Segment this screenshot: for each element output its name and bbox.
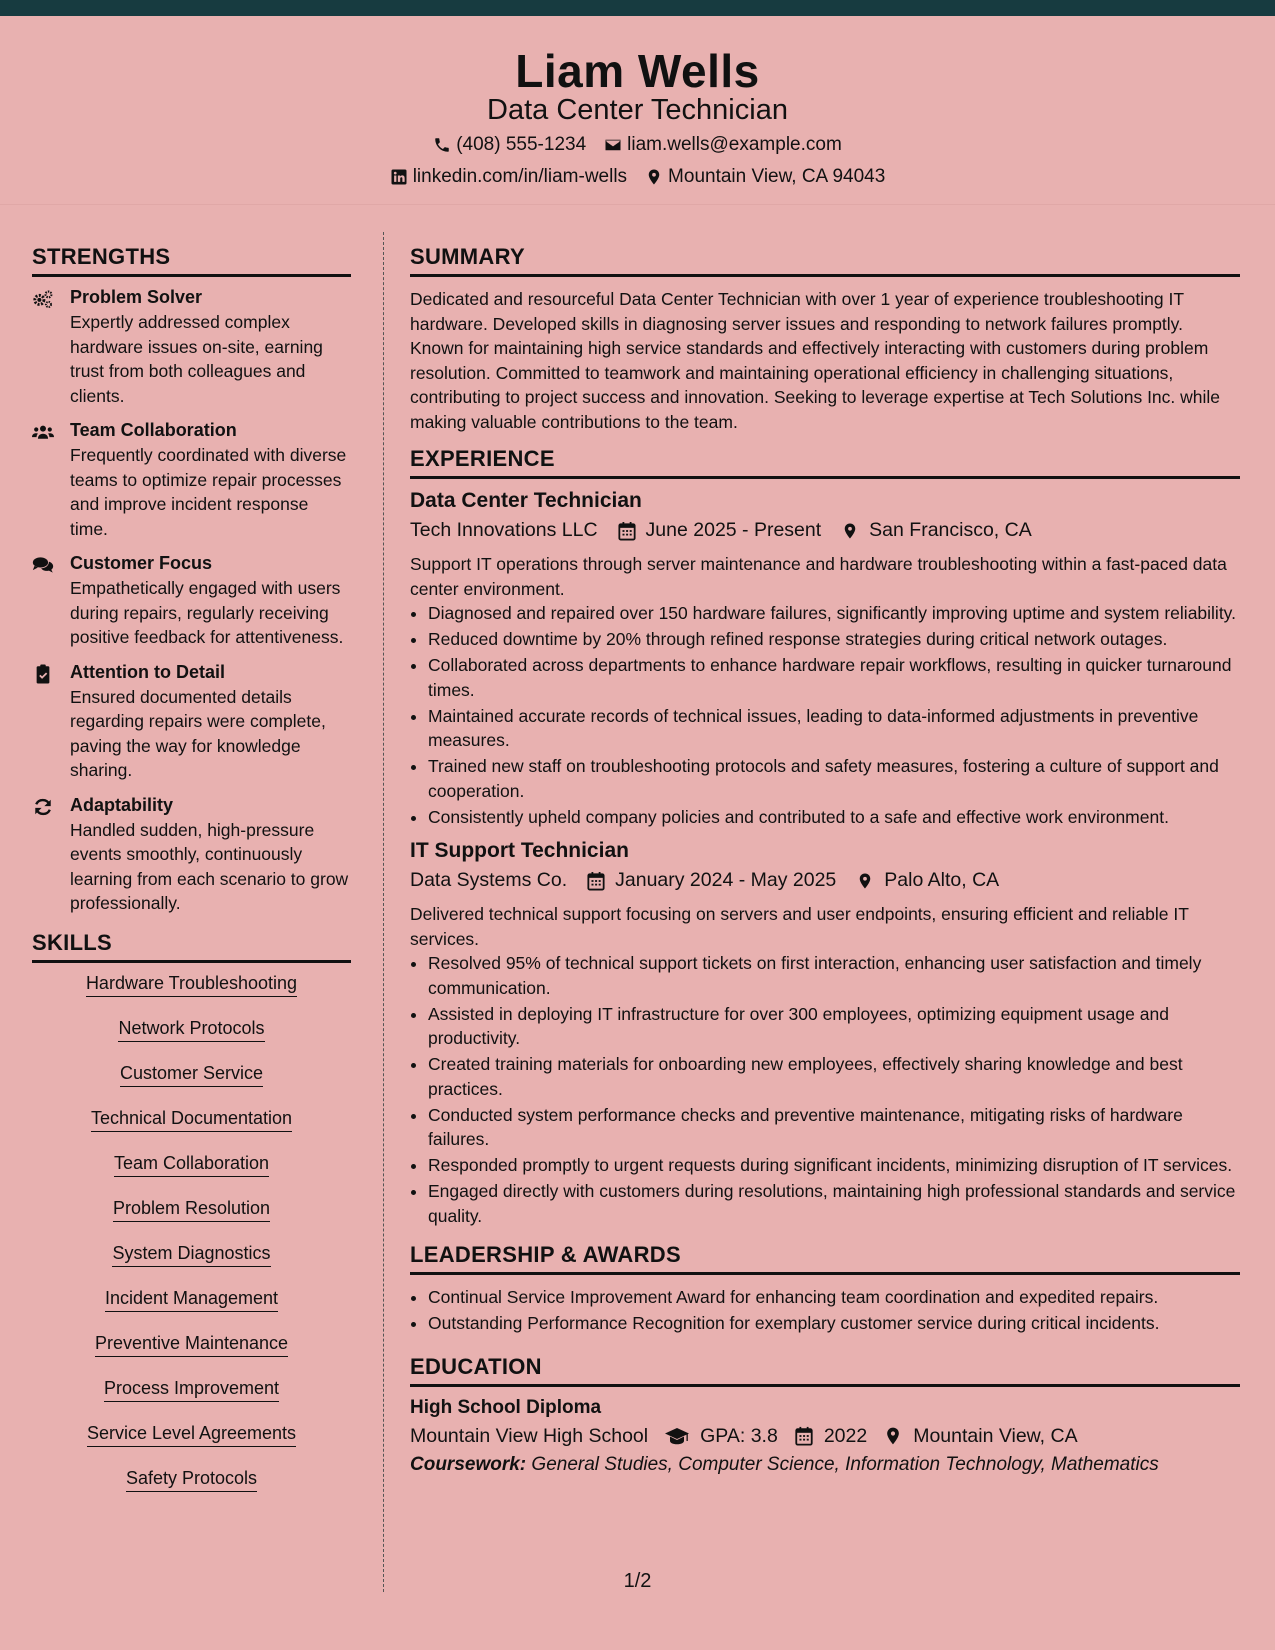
map-pin-icon (841, 521, 859, 541)
linkedin-text[interactable]: linkedin.com/in/liam-wells (412, 166, 628, 187)
job-bullet: • Maintained accurate records of technical issues, leading to data-informed adjustments in preventive measures. (428, 704, 1240, 753)
strength-title: Adaptability (70, 794, 174, 815)
job-bullet: • Consistently upheld company policies and contributed to a safe and effective work environment. (428, 805, 1240, 830)
phone-icon (433, 136, 451, 154)
job-bullet: • Diagnosed and repaired over 150 hardware failures, significantly improving uptime and system reliability. (428, 601, 1240, 626)
column-separator (383, 232, 384, 1592)
strength-title: Team Collaboration (70, 420, 237, 440)
job-meta (410, 519, 1240, 542)
left-column (32, 244, 351, 1513)
summary-text: Dedicated and resourceful Data Center Technician with over 1 year of experience troubleshooting IT hardware. Developed skills in diagnosing server issues and responding to network failures promptly. Known for maintaining high service standards and effectively interacting with customers during problem resolution. Committed to teamwork and maintaining operational efficiency in challenging situations, contributing to project success and innovation. Seeking to leverage expertise at Tech Solutions Inc. while making valuable contributions to the team. (410, 289, 1221, 432)
skill-tag: Hardware Troubleshooting (86, 973, 297, 997)
strengths-heading: STRENGTHS (32, 244, 351, 277)
job-bullets (410, 951, 1240, 1228)
job-dates: January 2024 - May 2025 (615, 869, 837, 891)
skill-tag: Team Collaboration (114, 1153, 269, 1177)
skill-tag: Incident Management (105, 1288, 278, 1312)
education-year-group (794, 1425, 867, 1448)
job-bullet: • Created training materials for onboarding new employees, effectively sharing knowledge and best practices. (428, 1052, 1240, 1101)
strength-item (32, 287, 351, 408)
job-dates: June 2025 - Present (645, 519, 822, 541)
linkedin-icon (390, 168, 408, 186)
job-role: IT Support Technician (410, 839, 629, 862)
job-company: Tech Innovations LLC (410, 519, 598, 541)
strength-desc: Empathetically engaged with users during repairs, regularly receiving positive feedback for attentiveness. (70, 578, 344, 647)
job-bullet: • Assisted in deploying IT infrastructure for over 300 employees, optimizing equipment usage and productivity. (428, 1002, 1240, 1051)
job-location: San Francisco, CA (869, 519, 1032, 541)
coursework-label: Coursework: (410, 1453, 527, 1475)
phone-text: (408) 555-1234 (456, 134, 587, 155)
skill-tag: Network Protocols (118, 1018, 264, 1042)
education-school: Mountain View High School (410, 1424, 649, 1447)
map-pin-icon (856, 871, 874, 891)
education-degree: High School Diploma (410, 1396, 602, 1418)
job-bullet: • Collaborated across departments to enhance hardware repair workflows, resulting in quicker turnaround times. (428, 653, 1240, 702)
job-entry (410, 489, 1240, 829)
page-number: 1/2 (623, 1570, 652, 1592)
skill-tag: System Diagnostics (112, 1243, 270, 1267)
clipboard-check-icon (32, 664, 54, 684)
strength-desc: Handled sudden, high-pressure events smoothly, continuously learning from each scenario to grow professionally. (70, 819, 349, 913)
resume-header (0, 16, 1275, 204)
comments-icon (32, 555, 54, 575)
calendar-icon (618, 521, 636, 541)
education-heading: EDUCATION (410, 1354, 1240, 1387)
skill-tag: Problem Resolution (113, 1198, 270, 1222)
strength-title: Customer Focus (70, 553, 213, 573)
map-pin-icon (645, 168, 663, 186)
skill-tag: Safety Protocols (126, 1468, 257, 1492)
graduation-cap-icon (664, 1426, 690, 1446)
calendar-icon (794, 1426, 814, 1446)
strength-title: Problem Solver (70, 287, 203, 307)
right-column (410, 244, 1240, 1476)
candidate-name: Liam Wells (515, 45, 760, 97)
strength-item (32, 795, 351, 916)
job-bullet: • Trained new staff on troubleshooting protocols and safety measures, fostering a culture of support and cooperation. (428, 754, 1240, 803)
experience-heading: EXPERIENCE (410, 446, 1240, 479)
skill-tag: Process Improvement (104, 1378, 279, 1402)
education-location: Mountain View, CA (913, 1424, 1078, 1447)
job-description: Delivered technical support focusing on servers and user endpoints, ensuring efficient and reliable IT services. (410, 904, 1189, 949)
skill-tag: Technical Documentation (91, 1108, 292, 1132)
email-contact[interactable] (604, 134, 842, 156)
users-icon (32, 422, 54, 442)
location-text: Mountain View, CA 94043 (668, 166, 886, 187)
job-bullet: • Engaged directly with customers during resolutions, maintaining high professional standards and service quality. (428, 1179, 1240, 1228)
candidate-title: Data Center Technician (487, 94, 788, 126)
strength-item (32, 420, 351, 541)
award-item: • Continual Service Improvement Award for enhancing team coordination and expedited repairs. (428, 1285, 1240, 1310)
job-dates-group (587, 869, 836, 892)
location-contact (645, 166, 885, 188)
job-location: Palo Alto, CA (884, 869, 1000, 891)
skill-tag: Preventive Maintenance (95, 1333, 288, 1357)
education-gpa-group (664, 1425, 778, 1448)
job-location-group (841, 519, 1032, 542)
skills-heading: SKILLS (32, 930, 351, 963)
coursework-text: General Studies, Computer Science, Information Technology, Mathematics (531, 1453, 1159, 1475)
job-bullets (410, 601, 1240, 829)
job-bullet: • Resolved 95% of technical support tickets on first interaction, enhancing user satisfaction and timely communication. (428, 951, 1240, 1000)
top-accent-bar (0, 0, 1275, 16)
education-year: 2022 (823, 1424, 868, 1447)
skill-tag: Service Level Agreements (87, 1423, 296, 1447)
calendar-icon (587, 871, 605, 891)
job-bullet: • Conducted system performance checks and preventive maintenance, mitigating risks of hardware failures. (428, 1103, 1240, 1152)
job-description: Support IT operations through server maintenance and hardware troubleshooting within a fast-paced data center environment. (410, 554, 1227, 599)
awards-heading: LEADERSHIP & AWARDS (410, 1242, 1240, 1275)
job-entry (410, 839, 1240, 1228)
awards-list (410, 1285, 1240, 1336)
envelope-icon (604, 136, 622, 154)
strength-item (32, 662, 351, 783)
job-meta (410, 869, 1240, 892)
education-location-group (883, 1425, 1077, 1448)
skills-list (32, 973, 351, 1513)
strength-desc: Expertly addressed complex hardware issues on-site, earning trust from both colleagues and clients. (70, 312, 323, 406)
strength-desc: Frequently coordinated with diverse teams to optimize repair processes and improve incident response time. (70, 445, 347, 539)
strength-item (32, 553, 351, 650)
education-gpa: GPA: 3.8 (700, 1424, 778, 1447)
job-bullet: • Responded promptly to urgent requests during significant incidents, minimizing disruption of IT services. (428, 1153, 1240, 1178)
strength-title: Attention to Detail (70, 661, 225, 682)
phone-contact (433, 134, 586, 156)
summary-heading: SUMMARY (410, 244, 1240, 277)
linkedin-contact[interactable] (390, 166, 627, 188)
map-pin-icon (883, 1426, 903, 1446)
job-location-group (856, 869, 999, 892)
education-coursework (410, 1454, 1240, 1476)
contact-row-1 (0, 134, 1275, 156)
strength-desc: Ensured documented details regarding repairs were complete, paving the way for knowledge sharing. (70, 686, 326, 780)
job-role: Data Center Technician (410, 489, 642, 512)
job-company: Data Systems Co. (410, 869, 568, 891)
award-item: • Outstanding Performance Recognition for exemplary customer service during critical incidents. (428, 1311, 1240, 1336)
email-text[interactable]: liam.wells@example.com (627, 134, 842, 155)
education-meta (410, 1425, 1240, 1448)
gears-icon (32, 289, 54, 309)
skill-tag: Customer Service (120, 1063, 263, 1087)
job-dates-group (618, 519, 822, 542)
contact-row-2 (0, 166, 1275, 188)
header-divider (0, 204, 1275, 205)
job-bullet: • Reduced downtime by 20% through refined response strategies during critical network outages. (428, 627, 1240, 652)
refresh-icon (32, 797, 54, 817)
